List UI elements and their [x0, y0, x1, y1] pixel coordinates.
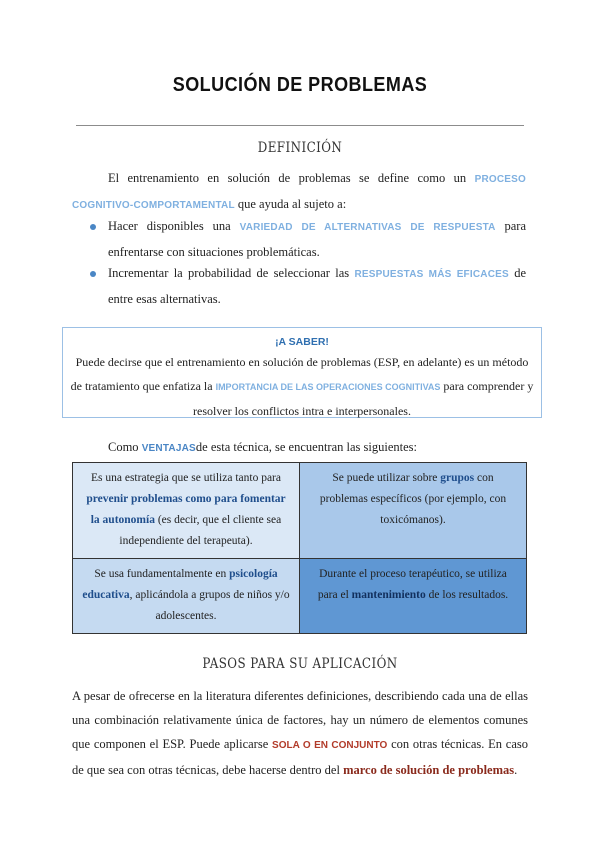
cell-text: Se usa fundamentalmente en [94, 568, 227, 581]
callout-text-end: para comprender y resolver los conflictos intra e interpersonales. [193, 379, 534, 418]
cell-bold: grupos [440, 472, 475, 484]
steps-text: con otras técnicas. En caso de que sea con otras técnicas, debe hacerse dentro del [72, 737, 529, 777]
table-row [73, 559, 527, 634]
cell-text: , aplicándola a grupos de niños y/o adolescentes. [129, 589, 290, 623]
highlight-variedad: VARIEDAD DE ALTERNATIVAS DE RESPUESTA [239, 222, 496, 233]
definition-heading: DEFINICIÓN [257, 140, 343, 156]
advantages-intro-end: de esta técnica, se encuentran las siguientes: [195, 440, 417, 454]
callout-box [62, 327, 542, 418]
bullet-text: de entre esas alternativas. [108, 266, 526, 306]
cell-bold: prevenir problemas como para fomentar la autonomía [86, 493, 286, 526]
cell-text: Es una estrategia que se utiliza tanto para [91, 472, 281, 484]
callout-body [69, 350, 535, 423]
definition-bullet-1 [108, 214, 526, 264]
cell-text: Se puede utilizar sobre [332, 472, 438, 484]
highlight-importancia: IMPORTANCIA DE LAS OPERACIONES COGNITIVAS [215, 382, 441, 392]
advantages-table [72, 462, 527, 634]
callout-title: ¡A SABER! [275, 336, 329, 348]
page-title: SOLUCIÓN DE PROBLEMAS [172, 74, 428, 96]
highlight-cognitivo: COGNITIVO-COMPORTAMENTAL [72, 200, 235, 211]
definition-intro [72, 166, 526, 218]
cell-bold: mantenimiento [351, 589, 426, 602]
definition-bullet-2 [108, 261, 526, 311]
title-divider [76, 125, 524, 126]
bullet-dot [90, 271, 96, 277]
advantages-intro-text: Como [108, 440, 139, 454]
steps-text: A pesar de ofrecerse en la literatura diferentes definiciones, describiendo cada una de ellas una combinación relativamente única de factores, hay un número de elementos comunes que componen el ESP. Puede aplicarse [72, 689, 528, 751]
bullet-text: para enfrentarse con situaciones problemáticas. [108, 219, 526, 259]
advantage-cell-3 [73, 559, 300, 634]
advantage-cell-1 [73, 463, 300, 559]
highlight-respuestas: RESPUESTAS MÁS EFICACES [354, 269, 509, 280]
highlight-ventajas: VENTAJAS [141, 443, 196, 454]
cell-text: de los resultados. [428, 589, 509, 602]
cell-text: (es decir, que el cliente sea independiente del terapeuta). [119, 514, 282, 547]
highlight-proceso: PROCESO [474, 174, 527, 185]
advantage-cell-2 [300, 463, 527, 559]
bullet-text: Incrementar la probabilidad de seleccionar las [108, 266, 350, 280]
callout-text: Puede decirse que el entrenamiento en solución de problemas (ESP, en adelante) es un método de tratamiento que enfatiza la [70, 355, 529, 393]
bullet-text: Hacer disponibles una [108, 219, 231, 233]
bullet-dot [90, 224, 96, 230]
steps-paragraph [72, 684, 528, 782]
advantages-intro [108, 440, 417, 455]
cell-text: Durante el proceso terapéutico, se utiliza para el [317, 568, 507, 602]
cell-bold: psicología educativa [82, 568, 278, 602]
definition-intro-text: El entrenamiento en solución de problemas se define como un [108, 171, 467, 185]
steps-heading: PASOS PARA SU APLICACIÓN [202, 656, 398, 672]
advantage-cell-4 [300, 559, 527, 634]
cell-text: con problemas específicos (por ejemplo, con toxicómanos). [319, 472, 507, 526]
steps-bold: marco de solución de problemas [343, 763, 515, 777]
highlight-sola: SOLA O EN CONJUNTO [272, 740, 388, 751]
definition-intro-end: que ayuda al sujeto a: [237, 197, 347, 211]
steps-text-end: . [514, 763, 518, 777]
table-row [73, 463, 527, 559]
